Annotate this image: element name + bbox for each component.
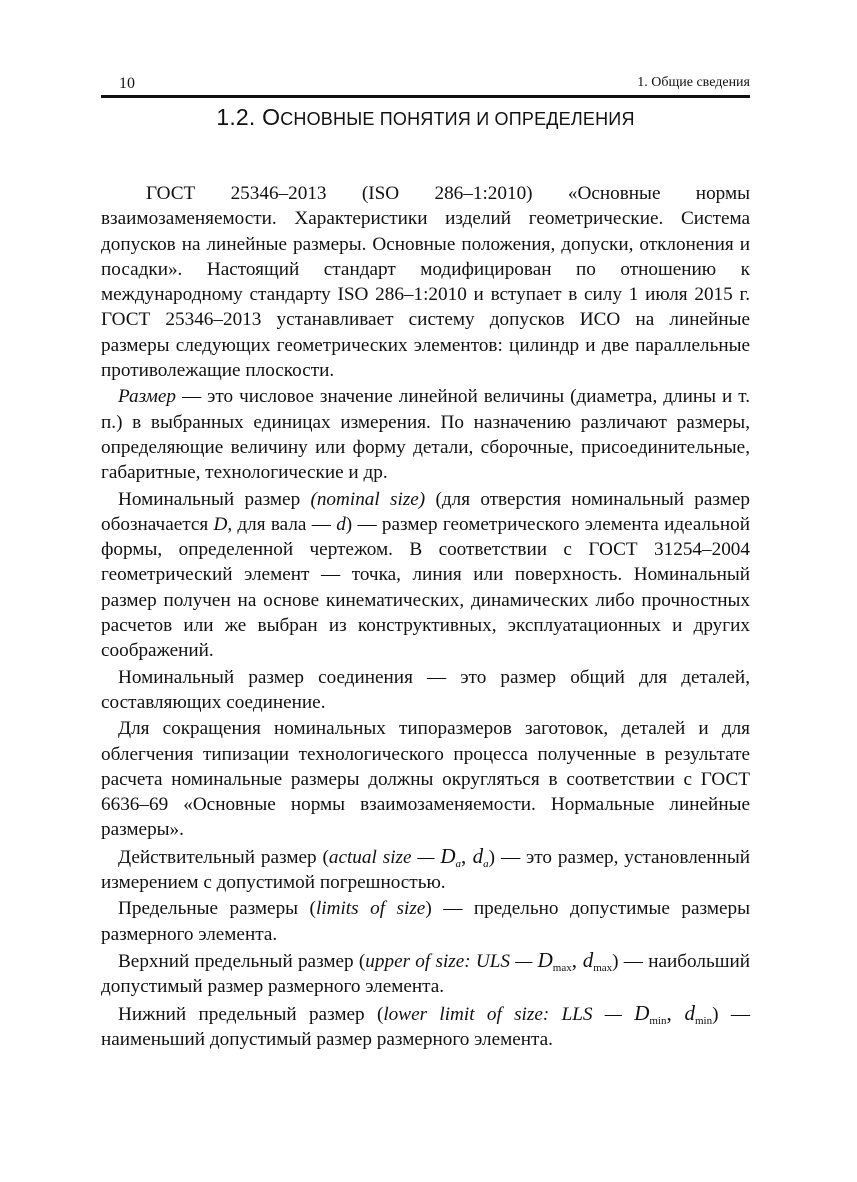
formula-upper: $D_{max}$, $d_{max}$ bbox=[537, 947, 613, 974]
paragraph-upper-limit: Верхний предельный размер (upper of size: ULS — $D_{max}$, $d_{max}$) — наибольший допустимый размер размерного элемента. bbox=[101, 947, 751, 998]
section-number: 1.2. bbox=[216, 104, 256, 130]
body-text bbox=[101, 181, 750, 1053]
formula-lower: $D_{min}$, $d_{min}$ bbox=[634, 1000, 713, 1027]
section-title-rest: СНОВНЫЕ ПОНЯТИЯ И ОПРЕДЕЛЕНИЯ bbox=[280, 109, 635, 129]
section-title-initial: О bbox=[262, 104, 281, 130]
paragraph-limits-of-size: Предельные размеры (limits of size) — предельно допустимые размеры размерного элемента. bbox=[101, 898, 750, 945]
term-limits-of-size: limits of size bbox=[315, 898, 426, 920]
paragraph-nominal-size: Номинальный размер (nominal size) (для отверстия номинальный размер обозначается D, для вала — d) — размер геометрического элемента идеальной формы, определенной чертежом. В соответствии с ГОСТ 31254–2004 геометрический элемент — точка, линия или поверхность. Номинальный размер получен на основе кинематических, динамических либо прочностных расчетов или же выбран из конструктивных, эксплуатационных и других соображений. bbox=[101, 488, 750, 662]
symbol-shaft: d bbox=[336, 513, 346, 535]
paragraph-size-definition: Размер — это числовое значение линейной величины (диаметра, длины и т. п.) в выбранных единицах измерения. По назначению различают размеры, определяющие величину или форму детали, сборочные, присоединительные, габаритные, технологические и др. bbox=[101, 386, 750, 484]
symbol-hole: D, bbox=[213, 513, 233, 535]
paragraph-gost: ГОСТ 25346–2013 (ISO 286–1:2010) «Основные нормы взаимозаменяемости. Характеристики изделий геометрические. Система допусков на линейные размеры. Основные положения, допуски, отклонения и посадки». Настоящий стандарт модифицирован по отношению к международному стандарту ISO 286–1:2010 и вступает в силу 1 июля 2015 г. ГОСТ 25346–2013 устанавливает систему допусков ИСО на линейные размеры следующих геометрических элементов: цилиндр и две параллельные противолежащие плоскости. bbox=[101, 183, 750, 382]
paragraph-joint-size: Номинальный размер соединения — это размер общий для деталей, составляющих соединение. bbox=[101, 666, 750, 713]
formula-actual: $D_a$, $d_a$ bbox=[440, 843, 489, 870]
running-head: 1. Общие сведения bbox=[637, 75, 750, 90]
term-nominal-size: (nominal size) bbox=[310, 488, 426, 510]
paragraph-actual-size: Действительный размер (actual size — $D_a$, $d_a$) — это размер, установленный измерением с допустимой погрешностью. bbox=[101, 843, 750, 894]
paragraph-rounding: Для сокращения номинальных типоразмеров заготовок, деталей и для облегчения типизации технологического процесса полученные в результате расчета номинальные размеры должны округляться в соответствии с ГОСТ 6636–69 «Основные нормы взаимозаменяемости. Нормальные линейные размеры». bbox=[101, 718, 750, 841]
page-number: 10 bbox=[119, 75, 135, 92]
term-upper-limit: upper of size: ULS — bbox=[365, 950, 533, 972]
term-size: Размер bbox=[118, 386, 176, 408]
page-header bbox=[101, 73, 750, 98]
section-title bbox=[101, 104, 750, 131]
paragraph-lower-limit: Нижний предельный размер (lower limit of size: LLS — $D_{min}$, $d_{min}$) — наименьший допустимый размер размерного элемента. bbox=[101, 1000, 751, 1050]
term-lower-limit: lower limit of size: LLS — bbox=[383, 1003, 622, 1025]
term-actual-size: actual size — bbox=[328, 846, 435, 868]
